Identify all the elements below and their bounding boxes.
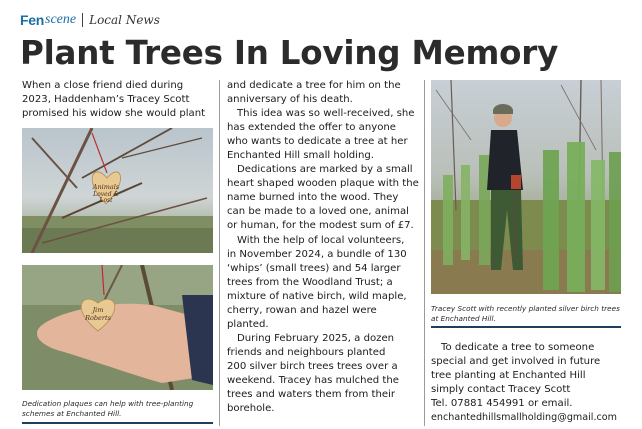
text-line: and dedicate a tree for him on the xyxy=(227,80,401,91)
text-line: ‘whips’ (small trees) and 54 larger xyxy=(227,262,401,274)
column-2-text xyxy=(227,79,421,416)
column-1-text xyxy=(22,79,216,121)
text-line: cherry, rowan and hazel were xyxy=(227,304,377,316)
text-line: or human, for the modest sum of £7. xyxy=(227,220,414,232)
text-line: This idea was so well-received, she xyxy=(237,108,415,120)
column-3-text xyxy=(431,341,639,425)
text-line: in November 2024, a bundle of 130 xyxy=(227,248,407,260)
email-text[interactable]: enchantedhillsmallholding@gmail.com xyxy=(431,412,618,424)
photo-tracey-with-saplings xyxy=(431,80,621,294)
text-line: name burned into the wood. They xyxy=(227,192,399,204)
text-line: anniversary of his death. xyxy=(227,94,353,106)
text-line: heart shaped wooden plaque with the xyxy=(227,178,419,190)
text-line: Dedications are marked by a small xyxy=(237,164,413,176)
section-label: Local News xyxy=(89,13,160,27)
text-line: can be made to a loved one, animal xyxy=(227,206,409,218)
caption-underline xyxy=(22,422,213,424)
caption-plaques xyxy=(22,399,217,418)
text-line: To dedicate a tree to someone xyxy=(441,342,595,353)
plaque-text: Jim xyxy=(92,306,104,314)
text-line: mixture of native birch, wild maple, xyxy=(227,290,407,302)
photo-hand-holding-plaque xyxy=(22,265,213,390)
caption-line: Dedication plaques can help with tree-planting xyxy=(22,399,194,408)
text-line: With the help of local volunteers, xyxy=(237,234,405,246)
masthead xyxy=(20,11,160,29)
text-line: weekend. Tracey has mulched the xyxy=(227,374,399,386)
caption-line: Tracey Scott with recently planted silver birch trees xyxy=(431,304,620,313)
text-line: who wants to dedicate a tree at her xyxy=(227,136,408,148)
text-line: friends and neighbours planted xyxy=(227,346,386,358)
text-line: During February 2025, a dozen xyxy=(237,332,395,344)
text-line: simply contact Tracey Scott xyxy=(431,384,571,396)
brand-logo-bold: Fen xyxy=(20,12,44,28)
caption-line: schemes at Enchanted Hill. xyxy=(22,408,122,418)
text-line: planted. xyxy=(227,318,269,330)
plaque-text: Lost xyxy=(99,197,113,204)
text-line: special and get involved in future xyxy=(431,356,601,368)
brand-logo-italic: scene xyxy=(45,12,77,27)
text-line: promised his widow she would plant xyxy=(22,108,206,120)
text-line: trees and waters them from their xyxy=(227,389,396,401)
text-line: Tel. 07881 454991 or email. xyxy=(431,398,573,410)
text-line: trees from the Woodland Trust; a xyxy=(227,276,393,288)
headline: Plant Trees In Loving Memory xyxy=(20,34,559,72)
text-line: Enchanted Hill small holding. xyxy=(227,150,374,162)
photo-plaque-on-branch xyxy=(22,128,213,253)
text-line: 200 silver birch trees trees over a xyxy=(227,360,398,372)
text-line: has extended the offer to anyone xyxy=(227,122,397,134)
text-line: When a close friend died during xyxy=(22,80,184,91)
masthead-divider xyxy=(82,13,83,27)
text-line: borehole. xyxy=(227,403,275,415)
plaque-text: Animals xyxy=(92,183,120,191)
plaque-text: Roberts xyxy=(85,314,111,322)
column-divider-2 xyxy=(424,80,425,426)
caption-tracey xyxy=(431,304,626,323)
column-divider-1 xyxy=(219,80,220,426)
caption-line: at Enchanted Hill. xyxy=(431,313,496,323)
plaque-text: Loved & xyxy=(93,191,119,198)
caption-underline xyxy=(431,326,621,328)
text-line: 2023, Haddenham’s Tracey Scott xyxy=(22,94,190,106)
text-line: tree planting at Enchanted Hill xyxy=(431,370,586,382)
